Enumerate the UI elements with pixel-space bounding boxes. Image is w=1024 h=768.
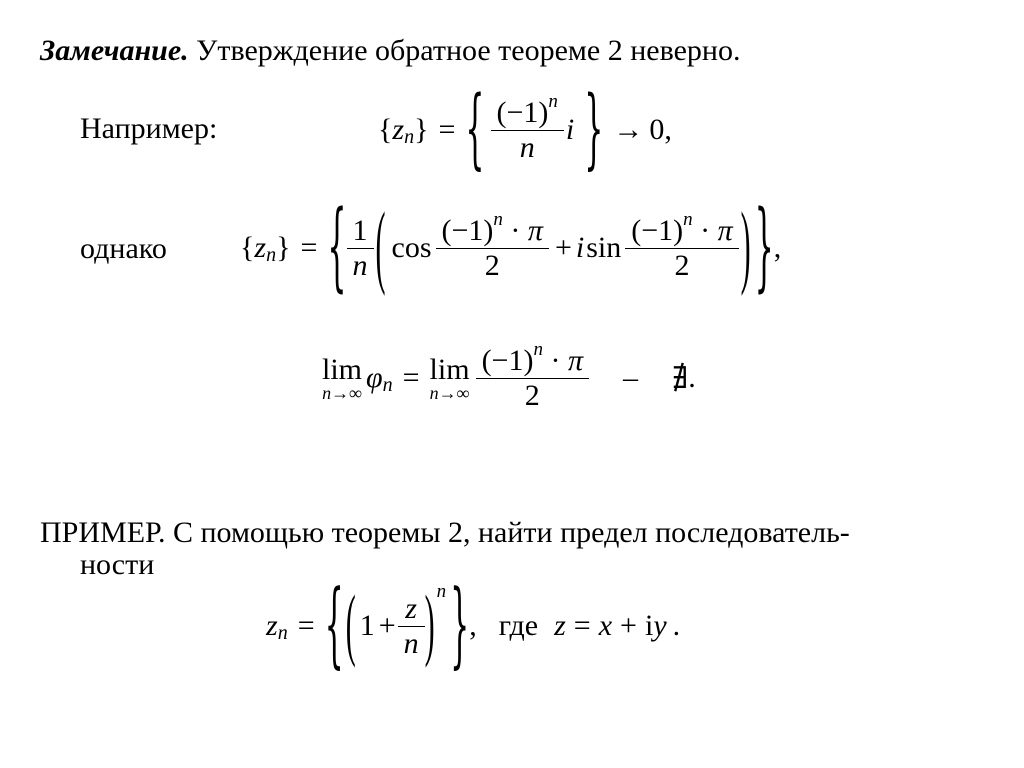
imag-unit: i	[565, 113, 575, 146]
phi-index: n	[382, 373, 393, 396]
not-exists-symbol: ∄	[672, 361, 689, 395]
limit-formula	[322, 330, 696, 426]
period: .	[672, 609, 681, 642]
lim-operator-1: lim n→∞	[322, 352, 363, 403]
fraction-numerator: $(-1)^n$	[496, 90, 558, 129]
equals-sign: =	[297, 609, 315, 642]
big-close-brace: }	[584, 79, 604, 181]
comma: ,	[664, 113, 672, 146]
big-close-brace: }	[754, 192, 774, 304]
formula-eq: =	[573, 609, 591, 642]
remark-text: Утверждение обратное теореме 2 неверно.	[196, 34, 741, 67]
open-brace: {	[378, 113, 393, 146]
equals-sign: =	[300, 231, 318, 264]
big-open-brace: {	[465, 79, 485, 181]
seq-symbol: z	[392, 113, 405, 146]
formula-i: i	[644, 609, 654, 642]
remark-line	[40, 34, 740, 68]
example1-formula	[378, 80, 672, 180]
z-over-n: $\frac{z}{n}$	[398, 592, 425, 661]
limit-fraction: $\frac{(-1)^n \cdot \pi}{2}$	[476, 344, 589, 413]
equals-sign: =	[438, 113, 456, 146]
seq-index: n	[404, 125, 415, 148]
example2-formula	[266, 572, 680, 680]
big-close-brace: }	[450, 571, 470, 681]
however-label: однако	[80, 232, 167, 265]
formula-plus: +	[620, 609, 637, 642]
however-formula	[240, 192, 781, 304]
big-close-paren: )	[740, 195, 751, 298]
equals-sign: =	[402, 361, 420, 394]
seq-symbol: z	[254, 231, 267, 264]
seq-symbol: z	[266, 609, 278, 642]
cos-argument: $\frac{(-1)^n \cdot \pi}{2}$	[436, 214, 549, 283]
cos: cos	[391, 231, 432, 264]
limit-value: 0	[649, 113, 665, 146]
plus-sign: +	[378, 609, 396, 642]
dash: –	[623, 361, 638, 394]
fraction	[491, 90, 564, 165]
big-open-brace: {	[324, 571, 344, 681]
formula-z: z	[554, 609, 566, 642]
power-exponent: n	[436, 581, 447, 602]
fraction-denominator: n	[519, 130, 535, 164]
seq-index: n	[277, 621, 288, 644]
one: 1	[359, 609, 375, 642]
seq-index: n	[266, 243, 277, 266]
big-open-paren: (	[375, 195, 386, 298]
formula-x: x	[598, 609, 613, 642]
example1-label: Например:	[80, 112, 218, 145]
formula-y: y	[653, 609, 667, 642]
arrow: →	[613, 113, 644, 146]
close-brace: }	[276, 231, 291, 264]
close-brace: }	[414, 113, 429, 146]
example2-line2: ности	[80, 548, 155, 581]
big-close-paren: )	[424, 580, 435, 670]
open-brace: {	[240, 231, 255, 264]
sin-argument: $\frac{(-1)^n \cdot \pi}{2}$	[625, 214, 738, 283]
plus-sign: +	[554, 231, 572, 264]
big-open-brace: {	[327, 192, 347, 304]
imag-unit: i	[575, 231, 585, 264]
comma: ,	[469, 609, 477, 642]
comma: ,	[773, 231, 782, 264]
remark-label: Замечание.	[40, 34, 189, 67]
where-label: где	[498, 609, 539, 642]
sin: sin	[586, 231, 622, 264]
example2-line1: ПРИМЕР. С помощью теоремы 2, найти предел последователь-	[40, 516, 850, 549]
one-over-n: $\frac{1}{n}$	[347, 214, 374, 283]
period: .	[688, 361, 696, 394]
big-open-paren: (	[345, 580, 356, 670]
phi-symbol: φ	[366, 361, 383, 394]
lim-operator-2: lim n→∞	[429, 352, 470, 403]
